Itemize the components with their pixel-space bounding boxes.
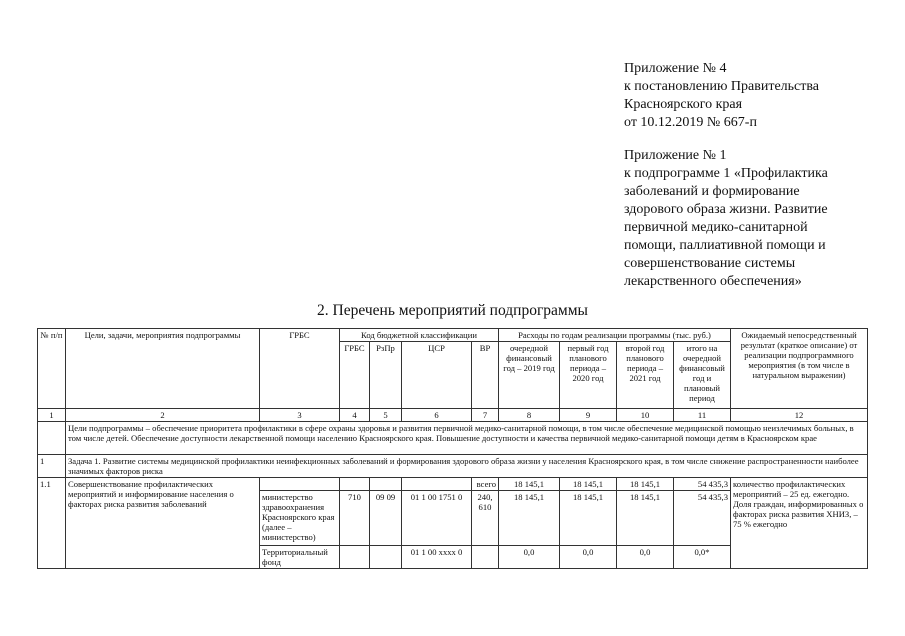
ministry-2021: 18 145,1 (617, 491, 674, 546)
fund-total: 0,0* (674, 546, 731, 569)
col-number: 5 (370, 409, 402, 422)
col-number: 10 (617, 409, 674, 422)
task-text: Задача 1. Развитие системы медицинской профилактики неинфекционных заболеваний и формирования здорового образа жизни у населения Красноярского края, в том числе снижение распространенности наиболее значимых факторов риска (66, 455, 868, 478)
vsego-label: всего (472, 478, 499, 491)
header-year-2020: первый год планового периода – 2020 год (560, 342, 617, 409)
fund-csr: 01 1 00 хххх 0 (402, 546, 472, 569)
header-year-2019: очередной финансовый год – 2019 год (499, 342, 560, 409)
goal-row (38, 422, 868, 455)
item-text: Совершенствование профилактических мероприятий и информирование населения о факторах риска развития заболеваний (66, 478, 260, 569)
col-number: 12 (731, 409, 868, 422)
fund-2020: 0,0 (560, 546, 617, 569)
item-total-row (38, 478, 868, 491)
header-csr: ЦСР (402, 342, 472, 409)
page-title: 2. Перечень мероприятий подпрограммы (317, 302, 588, 319)
appendix-4-line: Приложение № 4 (624, 61, 727, 76)
appendix-1-line: совершенствование системы (624, 256, 796, 271)
col-number: 3 (260, 409, 340, 422)
col-number: 1 (38, 409, 66, 422)
header-total: итого на очередной финансовый год и плановый период (674, 342, 731, 409)
header-kbk-grbs: ГРБС (340, 342, 370, 409)
appendix-1-line: помощи, паллиативной помощи и (624, 238, 826, 253)
appendix-1-header (624, 147, 828, 291)
ministry-name: министерство здравоохранения Красноярского края (далее – министерство) (260, 491, 340, 546)
item-result: количество профилактических мероприятий – 25 ед. ежегодно. Доля граждан, информированных о факторах риска развития ХНИЗ, – 75 % ежегодно (731, 478, 868, 569)
header-result: Ожидаемый непосредственный результат (краткое описание) от реализации подпрограммного мероприятия (в том числе в натуральном выражении) (731, 329, 868, 409)
appendix-1-line: здорового образа жизни. Развитие (624, 202, 828, 217)
fund-name: Территориальный фонд (260, 546, 340, 569)
ministry-grbs: 710 (340, 491, 370, 546)
ministry-2019: 18 145,1 (499, 491, 560, 546)
header-num: № п/п (38, 329, 66, 409)
header-rzpr: РзПр (370, 342, 402, 409)
header-kbk: Код бюджетной классификации (340, 329, 499, 342)
header-goals: Цели, задачи, мероприятия подпрограммы (66, 329, 260, 409)
column-number-row (38, 409, 868, 422)
task-num: 1 (38, 455, 66, 478)
measures-table (37, 328, 868, 569)
col-number: 8 (499, 409, 560, 422)
fund-2019: 0,0 (499, 546, 560, 569)
appendix-1-line: первичной медико-санитарной (624, 220, 808, 235)
appendix-1-line: к подпрограмме 1 «Профилактика (624, 166, 828, 181)
col-number: 7 (472, 409, 499, 422)
col-number: 11 (674, 409, 731, 422)
header-grbs: ГРБС (260, 329, 340, 409)
header-vr: ВР (472, 342, 499, 409)
ministry-2020: 18 145,1 (560, 491, 617, 546)
col-number: 4 (340, 409, 370, 422)
appendix-1-line: Приложение № 1 (624, 148, 727, 163)
appendix-4-line: к постановлению Правительства (624, 79, 820, 94)
vsego-2021: 18 145,1 (617, 478, 674, 491)
col-number: 6 (402, 409, 472, 422)
item-num: 1.1 (38, 478, 66, 569)
goal-text: Цели подпрограммы – обеспечение приоритета профилактики в сфере охраны здоровья и развития первичной медико-санитарной помощи, в том числе обеспечение медицинской помощью неизлечимых больных, в том числе детей. Обеспечение доступности лекарственной помощи населению Красноярского края. Повышение доступности и качества первичной медико-санитарной помощи детям в Красноярском крае (66, 422, 868, 455)
vsego-2020: 18 145,1 (560, 478, 617, 491)
header-expenses: Расходы по годам реализации программы (тыс. руб.) (499, 329, 731, 342)
ministry-csr: 01 1 00 1751 0 (402, 491, 472, 546)
appendix-4-line: от 10.12.2019 № 667-п (624, 115, 757, 130)
vsego-2019: 18 145,1 (499, 478, 560, 491)
col-number: 2 (66, 409, 260, 422)
appendix-4-line: Красноярского края (624, 97, 743, 112)
ministry-total: 54 435,3 (674, 491, 731, 546)
appendix-1-line: заболеваний и формирование (624, 184, 800, 199)
appendix-1-line: лекарственного обеспечения» (624, 274, 802, 289)
col-number: 9 (560, 409, 617, 422)
fund-2021: 0,0 (617, 546, 674, 569)
header-year-2021: второй год планового периода – 2021 год (617, 342, 674, 409)
ministry-vr: 240, 610 (472, 491, 499, 546)
vsego-total: 54 435,3 (674, 478, 731, 491)
ministry-rzpr: 09 09 (370, 491, 402, 546)
appendix-4-header (624, 60, 819, 132)
task-row (38, 455, 868, 478)
